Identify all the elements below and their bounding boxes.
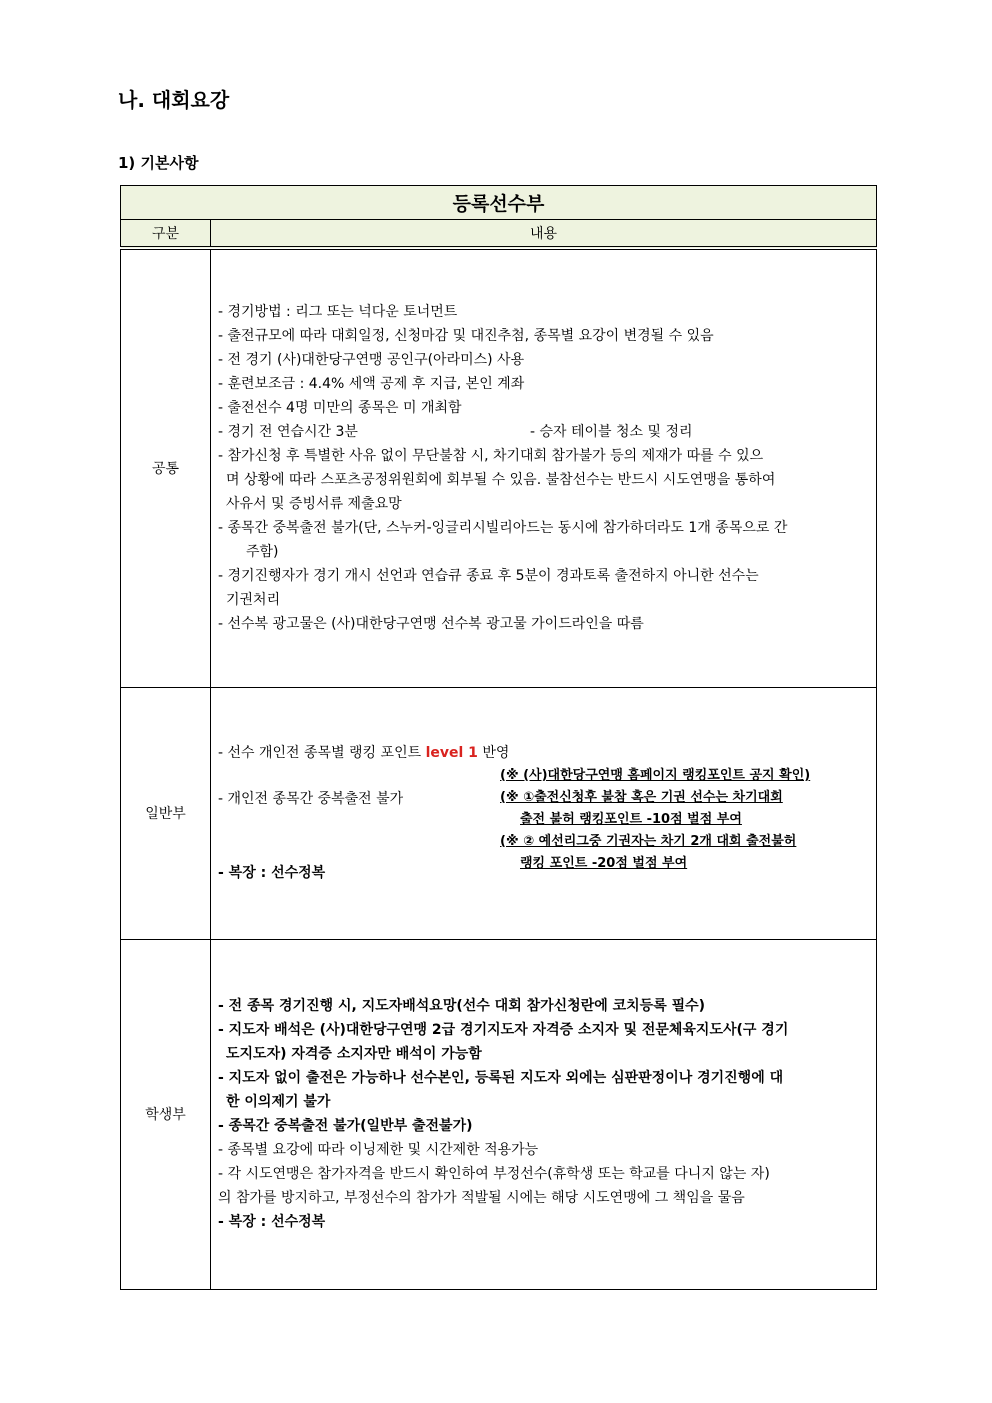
list-item (218, 741, 870, 765)
category-student: 학생부 (121, 939, 211, 1289)
winner-table-cleanup: - 승자 테이블 청소 및 정리 (530, 424, 693, 441)
registered-players-table (120, 185, 877, 1290)
category-general: 일반부 (121, 687, 211, 939)
list-item: - 경기방법 : 리그 또는 넉다운 토너먼트 (218, 304, 458, 321)
list-item: - 출전선수 4명 미만의 종목은 미 개최함 (218, 400, 462, 417)
list-item-cont: 사유서 및 증빙서류 제출요망 (226, 496, 402, 513)
note-forfeit-1: (※ ② 예선리그중 기권자는 차기 2개 대회 출전불허 (500, 834, 797, 850)
list-item: - 전 경기 (사)대한당구연맹 공인구(아라미스) 사용 (218, 352, 525, 369)
category-common: 공통 (121, 248, 211, 687)
list-item: - 종목별 요강에 따라 이닝제한 및 시간제한 적용가능 (218, 1142, 539, 1159)
uniform: - 복장 : 선수정복 (218, 865, 326, 882)
list-item: - 훈련보조금 : 4.4% 세액 공제 후 지급, 본인 계좌 (218, 376, 525, 393)
list-item: - 지도자 배석은 (사)대한당구연맹 2급 경기지도자 자격증 소지자 및 전문체육지도사(구 경기 (218, 1022, 789, 1039)
list-item (218, 420, 870, 444)
list-item-cont: 주함) (246, 544, 279, 561)
table-title: 등록선수부 (121, 186, 877, 220)
content-general (211, 687, 877, 939)
section-title: 나. 대회요강 (118, 88, 230, 112)
list-item-cont: 한 이의제기 불가 (226, 1094, 331, 1111)
no-duplicate-entry: - 개인전 종목간 중복출전 불가 (218, 791, 404, 808)
list-item-cont: 며 상황에 따라 스포츠공정위원회에 회부될 수 있음. 불참선수는 반드시 시도연맹을 통하여 (226, 472, 776, 489)
list-item: - 종목간 중복출전 불가(단, 스누커-잉글리시빌리아드는 동시에 참가하더라도 1개 종목으로 간 (218, 520, 788, 537)
note-forfeit-2: 랭킹 포인트 -20점 벌점 부여 (520, 856, 688, 872)
content-student (211, 939, 877, 1289)
sub-title: 1) 기본사항 (118, 154, 199, 172)
list-item-cont: 의 참가를 방지하고, 부정선수의 참가가 적발될 시에는 해당 시도연맹에 그 책임을 물음 (218, 1190, 745, 1207)
note-block (218, 765, 870, 872)
list-item-cont: 기권처리 (226, 592, 281, 609)
list-item: - 각 시도연맹은 참가자격을 반드시 확인하여 부정선수(휴학생 또는 학교를 다니지 않는 자) (218, 1166, 770, 1183)
column-header-content: 내용 (211, 220, 877, 249)
list-item: - 지도자 없이 출전은 가능하나 선수본인, 등록된 지도자 외에는 심판판정이나 경기진행에 대 (218, 1070, 784, 1087)
list-item: - 종목간 중복출전 불가(일반부 출전불가) (218, 1118, 473, 1135)
note-no-show-1: (※ ①출전신청후 불참 혹은 기권 선수는 차기대회 (500, 790, 783, 806)
content-common (211, 248, 877, 687)
ranking-suffix: 반영 (477, 745, 510, 762)
row-student (121, 939, 877, 1289)
list-item: - 전 종목 경기진행 시, 지도자배석요망(선수 대회 참가신청란에 코치등록 필수) (218, 998, 706, 1015)
row-common (121, 248, 877, 687)
list-item: - 참가신청 후 특별한 사유 없이 무단불참 시, 차기대회 참가불가 등의 제재가 따를 수 있으 (218, 448, 764, 465)
ranking-text: - 선수 개인전 종목별 랭킹 포인트 (218, 745, 426, 762)
column-header-category: 구분 (121, 220, 211, 249)
row-general (121, 687, 877, 939)
list-item: - 선수복 광고물은 (사)대한당구연맹 선수복 광고물 가이드라인을 따름 (218, 616, 644, 633)
list-item: - 경기진행자가 경기 개시 선언과 연습큐 종료 후 5분이 경과토록 출전하지 아니한 선수는 (218, 568, 759, 585)
ranking-level: level 1 (425, 745, 478, 762)
list-item-cont: 도지도자) 자격증 소지자만 배석이 가능함 (226, 1046, 482, 1063)
list-item: - 출전규모에 따라 대회일정, 신청마감 및 대진추첨, 종목별 요강이 변경될 수 있음 (218, 328, 714, 345)
notes (500, 765, 810, 875)
uniform: - 복장 : 선수정복 (218, 1214, 326, 1231)
note-ranking-notice: (※ (사)대한당구연맹 홈페이지 랭킹포인트 공지 확인) (500, 768, 811, 784)
note-no-show-2: 출전 불허 랭킹포인트 -10점 벌점 부여 (520, 812, 742, 828)
practice-time: - 경기 전 연습시간 3분 (218, 424, 358, 441)
